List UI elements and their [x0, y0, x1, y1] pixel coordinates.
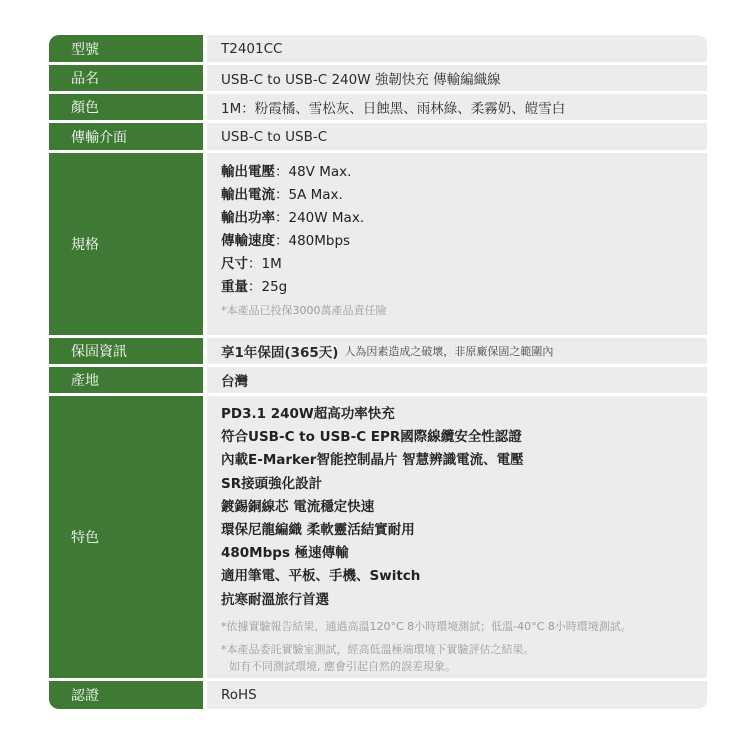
- spec-item: [221, 161, 387, 184]
- label-origin: 產地: [49, 367, 203, 393]
- row-certification: [49, 681, 707, 709]
- row-spec: [49, 153, 707, 335]
- value-warranty: [207, 338, 707, 364]
- spec-value: ：25g: [248, 279, 288, 295]
- spec-value: ：480Mbps: [275, 233, 351, 249]
- row-warranty: [49, 338, 707, 364]
- spec-item: [221, 230, 387, 253]
- label-interface: 傳輸介面: [49, 123, 203, 150]
- feature-list: [221, 403, 699, 675]
- spec-key: 傳輸速度: [221, 233, 275, 249]
- warranty-detail: 人為因素造成之破壞，非原廠保固之範圍內: [344, 345, 554, 358]
- feature-note: *本產品委託實驗室測試，經高低溫極端環境下實驗評估之結果。: [221, 642, 535, 656]
- spec-key: 輸出功率: [221, 210, 275, 226]
- spec-item: [221, 207, 387, 230]
- value-interface: USB-C to USB-C: [207, 123, 707, 150]
- label-certification: 認證: [49, 681, 203, 709]
- label-name: 品名: [49, 65, 203, 91]
- row-model: [49, 35, 707, 62]
- label-features: 特色: [49, 396, 203, 678]
- spec-list: [221, 161, 387, 319]
- value-certification: RoHS: [207, 681, 707, 709]
- value-color: 1M：粉霞橘、雪松灰、日蝕黑、雨林綠、柔霧奶、皚雪白: [207, 94, 707, 120]
- insurance-note: *本產品已投保3000萬產品責任險: [221, 304, 387, 317]
- feature-item: 鍍錫銅線芯 電流穩定快速: [221, 498, 375, 515]
- spec-value: ：1M: [248, 256, 282, 272]
- spec-value: ：48V Max.: [275, 164, 352, 180]
- spec-item: [221, 253, 387, 276]
- warranty-main: 享1年保固(365天): [221, 345, 339, 361]
- spec-key: 尺寸: [221, 256, 248, 272]
- feature-item: SR接頭強化設計: [221, 475, 323, 492]
- row-color: [49, 94, 707, 120]
- feature-note: *依據實驗報告結果，通過高溫120°C 8小時環境測試；低溫-40°C 8小時環境測試。: [221, 619, 632, 633]
- label-color: 顏色: [49, 94, 203, 120]
- spec-key: 輸出電流: [221, 187, 275, 203]
- spec-key: 輸出電壓: [221, 164, 275, 180]
- row-features: [49, 396, 707, 678]
- row-interface: [49, 123, 707, 150]
- label-model: 型號: [49, 35, 203, 62]
- feature-notes: [221, 618, 699, 675]
- row-name: [49, 65, 707, 91]
- feature-item: 適用筆電、平板、手機、Switch: [221, 568, 421, 585]
- feature-item: PD3.1 240W超高功率快充: [221, 406, 395, 422]
- feature-item: 符合USB-C to USB-C EPR國際線纜安全性認證: [221, 429, 522, 446]
- row-origin: [49, 367, 707, 393]
- value-name: USB-C to USB-C 240W 強韌快充 傳輸編織線: [207, 65, 707, 91]
- value-features: [207, 396, 707, 678]
- value-origin: 台灣: [207, 367, 707, 393]
- label-spec: 規格: [49, 153, 203, 335]
- feature-item: 抗寒耐溫旅行首選: [221, 591, 329, 608]
- feature-item: 內載E-Marker智能控制晶片 智慧辨識電流、電壓: [221, 452, 524, 469]
- spec-key: 重量: [221, 279, 248, 295]
- value-spec: [207, 153, 707, 335]
- value-model: T2401CC: [207, 35, 707, 62]
- feature-item: 480Mbps 極速傳輸: [221, 545, 349, 562]
- spec-value: ：5A Max.: [275, 187, 343, 203]
- feature-note: 如有不同測試環境, 應會引起自然的誤差現象。: [229, 659, 456, 673]
- feature-item: 環保尼龍編織 柔軟靈活結實耐用: [221, 521, 415, 538]
- spec-item: [221, 276, 387, 299]
- label-warranty: 保固資訊: [49, 338, 203, 364]
- spec-value: ：240W Max.: [275, 210, 365, 226]
- spec-item: [221, 184, 387, 207]
